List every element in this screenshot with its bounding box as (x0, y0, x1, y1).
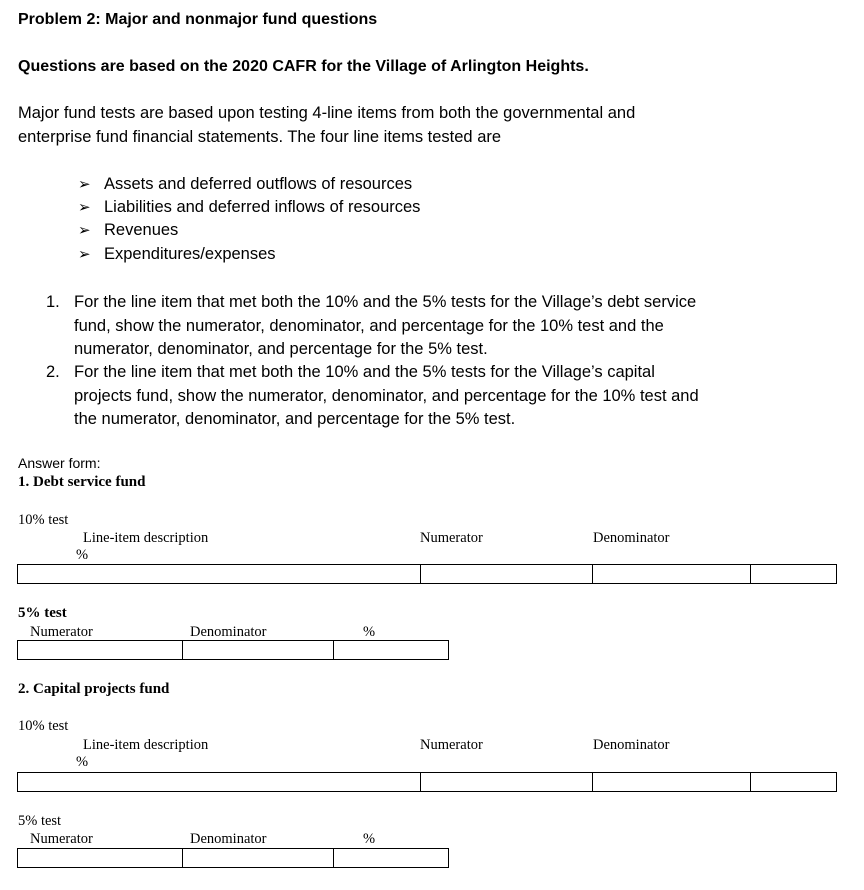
intro-line-1: Major fund tests are based upon testing 4-line items from both the governmental and (18, 104, 636, 122)
percent-input[interactable] (750, 564, 837, 584)
percent-header: % (76, 547, 89, 563)
ten-percent-label: 10% test (18, 512, 69, 528)
question-1: 1. For the line item that met both the 10% and the 5% tests for the Village’s debt service fund, show the numerator, denominator, and percentage for the 10% test and the numerator, denominator, and percentage for the 5% test. (46, 293, 697, 358)
numerator-input[interactable] (17, 640, 183, 660)
list-item: ➢ Assets and deferred outflows of resources (78, 175, 413, 193)
numerator-input[interactable] (17, 848, 183, 868)
denominator-input[interactable] (592, 564, 751, 584)
numerator-header: Numerator (420, 737, 483, 753)
five-percent-label: 5% test (18, 813, 62, 829)
line-item-description-header: Line-item description (83, 530, 209, 546)
subtitle: Questions are based on the 2020 CAFR for the Village of Arlington Heights. (18, 58, 589, 75)
percent-header: % (363, 624, 376, 640)
list-item: ➢ Revenues (78, 221, 179, 239)
numerator-input[interactable] (420, 772, 593, 792)
description-input[interactable] (17, 564, 421, 584)
list-item: ➢ Liabilities and deferred inflows of resources (78, 198, 421, 216)
intro-line-2: enterprise fund financial statements. The four line items tested are (18, 128, 502, 146)
denominator-header: Denominator (593, 737, 670, 753)
percent-input[interactable] (333, 640, 449, 660)
answer-form-label: Answer form: (18, 455, 101, 471)
numerator-input[interactable] (420, 564, 593, 584)
percent-header: % (76, 754, 89, 770)
arrowhead-bullet-icon: ➢ (78, 246, 91, 263)
arrowhead-bullet-icon: ➢ (78, 199, 91, 216)
five-percent-label: 5% test (18, 605, 67, 621)
arrowhead-bullet-icon: ➢ (78, 176, 91, 193)
problem-title: Problem 2: Major and nonmajor fund questions (18, 11, 378, 28)
line-item-description-header: Line-item description (83, 737, 209, 753)
denominator-input[interactable] (182, 640, 334, 660)
denominator-header: Denominator (190, 831, 267, 847)
percent-input[interactable] (333, 848, 449, 868)
denominator-header: Denominator (593, 530, 670, 546)
arrowhead-bullet-icon: ➢ (78, 222, 91, 239)
denominator-input[interactable] (182, 848, 334, 868)
description-input[interactable] (17, 772, 421, 792)
question-2: 2. For the line item that met both the 10% and the 5% tests for the Village’s capital projects fund, show the numerator, denominator, and percentage for the 10% test and the numerator, denominator, and percentage for the 5% test. (46, 363, 699, 428)
percent-input[interactable] (750, 772, 837, 792)
list-item: ➢ Expenditures/expenses (78, 245, 276, 263)
question-number: 2. (46, 363, 60, 381)
section-heading: 2. Capital projects fund (18, 681, 170, 697)
numerator-header: Numerator (30, 624, 93, 640)
denominator-input[interactable] (592, 772, 751, 792)
numerator-header: Numerator (420, 530, 483, 546)
question-number: 1. (46, 293, 60, 311)
denominator-header: Denominator (190, 624, 267, 640)
percent-header: % (363, 831, 376, 847)
ten-percent-label: 10% test (18, 718, 69, 734)
numerator-header: Numerator (30, 831, 93, 847)
section-heading: 1. Debt service fund (18, 474, 146, 490)
